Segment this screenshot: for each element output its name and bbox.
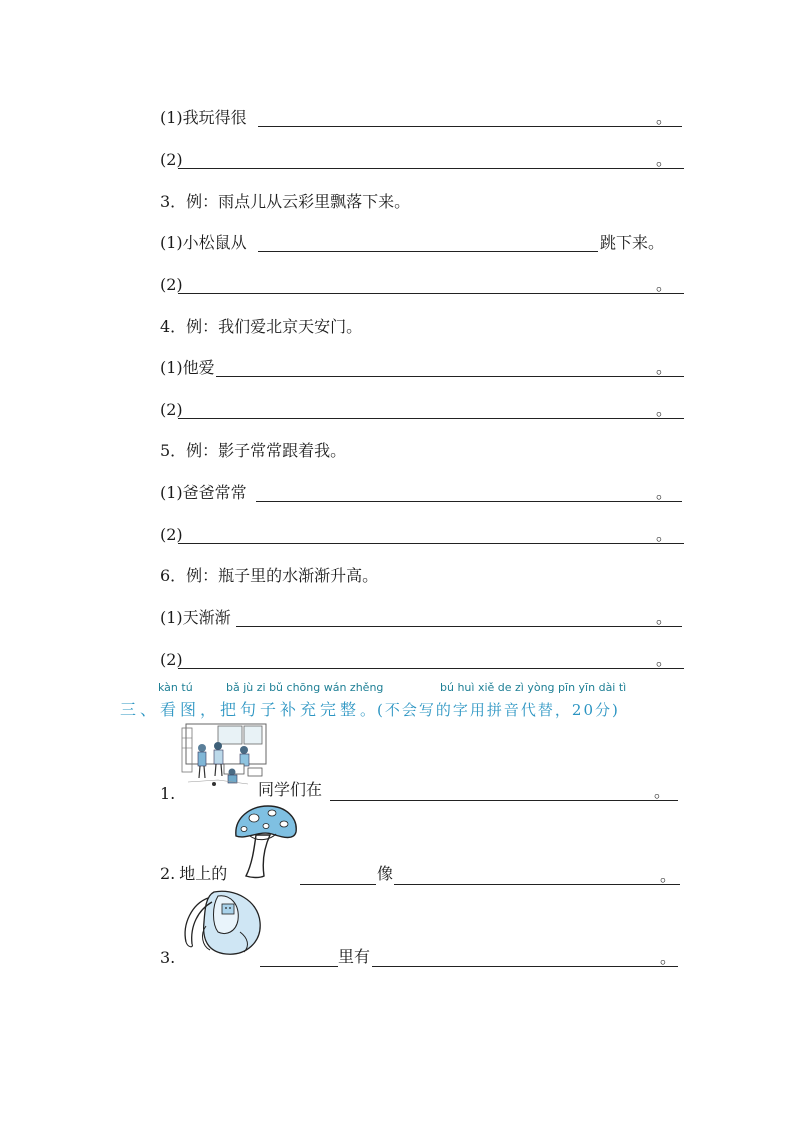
q5-title: 5．例：影子常常跟着我。 [160,441,347,460]
q3-sentence-1-prefix: (1)小松鼠从 [160,233,247,252]
q3-sentence-2-end: 。 [656,275,673,294]
q3-sentence-1-suffix: 跳下来。 [600,233,665,252]
item-3-blank-b[interactable] [372,966,678,967]
section-3-kantu: 看图 [160,700,201,719]
item-3-blank-a[interactable] [260,966,338,967]
item-2-mid: 像 [377,864,394,883]
pinyin-paren: bú huì xiě de zì yòng pīn yīn dài tì [440,681,627,694]
q2-sentence-2-end: 。 [656,150,673,169]
section-3-paren: 。(不会写的字用拼音代替，20分) [360,701,620,719]
q6-sentence-2-end: 。 [656,650,673,669]
q5-sentence-2-blank[interactable] [178,543,684,544]
q5-sentence-1-blank[interactable] [256,501,682,502]
mushroom-illustration [232,802,300,882]
q2-sentence-1-end: 。 [656,108,673,127]
q2-sentence-1-blank[interactable] [258,126,682,127]
item-2-pre: 地上的 [179,864,228,883]
q3-sentence-2-blank[interactable] [178,293,684,294]
q6-sentence-1-prefix: (1)天渐渐 [160,608,231,627]
q4-sentence-1-prefix: (1)他爱 [160,358,215,377]
item-2-blank-b[interactable] [394,884,680,885]
item-2-blank-a[interactable] [300,884,376,885]
q2-sentence-2-prefix: (2) [160,150,183,169]
q5-sentence-1-end: 。 [656,483,673,502]
item-2-prefix [160,864,227,884]
item-1-blank[interactable] [330,800,678,801]
q3-sentence-2-prefix: (2) [160,275,183,294]
q6-title: 6．例：瓶子里的水渐渐升高。 [160,566,379,585]
classroom-illustration [178,720,270,792]
q4-sentence-1-blank[interactable] [216,376,684,377]
q3-title: 3．例：雨点儿从云彩里飘落下来。 [160,192,411,211]
item-2-number: 2. [160,864,176,883]
q6-sentence-1-blank[interactable] [236,626,682,627]
q4-title: 4．例：我们爱北京天安门。 [160,317,363,336]
q6-sentence-2-blank[interactable] [178,668,684,669]
q5-sentence-2-end: 。 [656,525,673,544]
q6-sentence-2-prefix: (2) [160,650,183,669]
item-3-mid: 里有 [338,947,371,966]
q4-sentence-2-end: 。 [656,400,673,419]
item-1-end: 。 [654,782,671,801]
item-3-end: 。 [660,948,677,967]
q4-sentence-2-prefix: (2) [160,400,183,419]
section-3-label: 三、 [120,700,161,719]
q4-sentence-1-end: 。 [656,358,673,377]
item-1-text: 同学们在 [258,780,323,799]
section-3-main: ，把句子补充完整 [200,700,361,719]
q4-sentence-2-blank[interactable] [178,418,684,419]
pinyin-main: bǎ jù zi bǔ chōng wán zhěng [226,681,384,694]
q6-sentence-1-end: 。 [656,608,673,627]
item-1-number: 1. [160,784,176,803]
item-3-number: 3. [160,948,176,967]
q3-sentence-1-blank[interactable] [258,251,598,252]
backpack-illustration [178,886,266,958]
pinyin-kantu: kàn tú [158,681,193,694]
q2-sentence-2-blank[interactable] [178,168,684,169]
item-2-end: 。 [660,866,677,885]
q5-sentence-2-prefix: (2) [160,525,183,544]
q5-sentence-1-prefix: (1)爸爸常常 [160,483,247,502]
section-3-heading [120,697,620,720]
q2-sentence-1-prefix: (1)我玩得很 [160,108,247,127]
